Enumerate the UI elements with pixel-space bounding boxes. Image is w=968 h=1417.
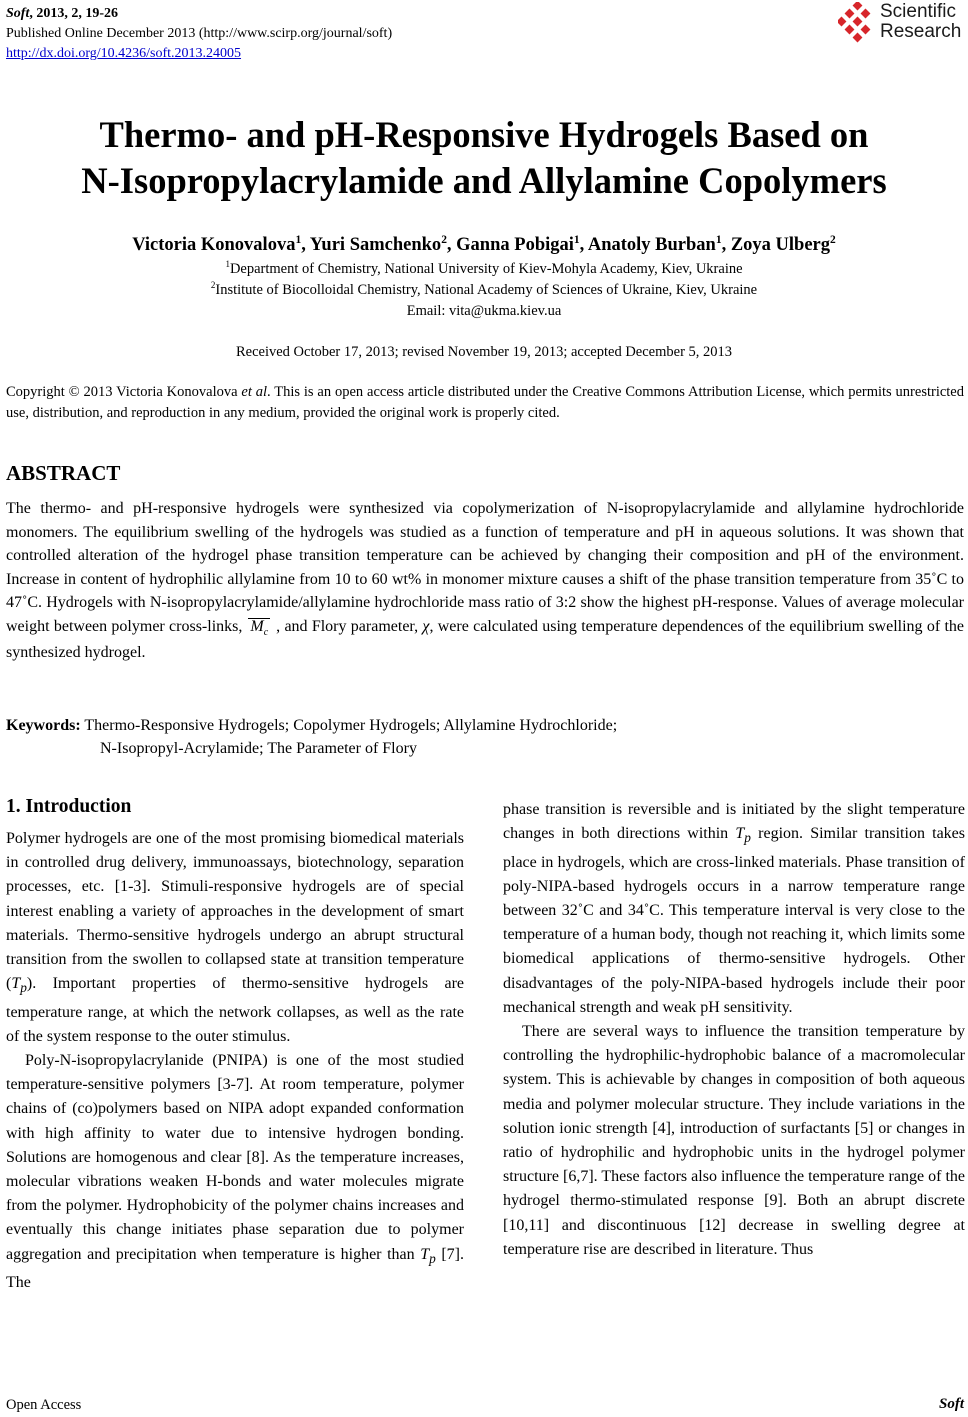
tp-symbol-main: T: [11, 975, 21, 993]
author-separator: ,: [721, 235, 731, 255]
title-line-2: N-Isopropylacrylamide and Allylamine Copolymers: [81, 160, 887, 201]
intro-paragraph-1: [6, 827, 464, 1049]
intro-p2-text-a: Poly-N-isopropylacrylanide (PNIPA) is one of the most studied temperature-sensitive polymers [3-7]. At room temperature, polymer chains of (co)polymers based on NIPA adopt expanded conformation with high affinity to water due to intensive hydrogen bonding. Solutions are homogenous and clear [8]. As the temperature increases, molecular vibrations weaken H-bonds and water molecules migrate from the polymer. Hydrophobicity of the polymer chains increases and eventually this change initiates phase separation due to polymer aggregation and precipitation when temperature is higher than: [6, 1052, 464, 1263]
author-affiliation-number: 2: [830, 233, 836, 246]
author: [132, 235, 310, 255]
tp-symbol: [420, 1245, 436, 1266]
author-name: Zoya Ulberg: [730, 235, 831, 255]
intro-p1-text-a: Polymer hydrogels are one of the most promising biomedical materials in controlled drug delivery, immunoassays, biotechnology, separation processes, etc. [1-3]. Stimuli-responsive hydrogels are of special interest enabling a variety of approaches in the development of smart materials. Thermo-sensitive hydrogels undergo an abrupt structural transition from the swollen to collapsed state at transition temperature (: [6, 830, 464, 993]
mc-symbol-sub: c: [263, 627, 269, 639]
tp-symbol: [735, 825, 751, 846]
intro-p1-text-b: ). Important properties of thermo-sensitive hydrogels are temperature range, at which the network collapses, as well as the rate of the system response to the outer stimulus.: [6, 975, 464, 1045]
doi-link[interactable]: http://dx.doi.org/10.4236/soft.2013.24005: [6, 46, 242, 61]
author-separator: ,: [301, 235, 310, 255]
footer-journal: Soft: [938, 1396, 964, 1412]
affiliation-2: [0, 280, 968, 300]
left-column: [6, 827, 464, 1295]
title-line-1: Thermo- and pH-Responsive Hydrogels Based on: [99, 114, 869, 155]
mc-symbol-main: M: [250, 617, 264, 635]
mc-symbol: [248, 618, 270, 641]
author: [731, 235, 836, 255]
affiliation-1: [0, 259, 968, 279]
tp-symbol: [11, 975, 27, 996]
copyright-etal: et al: [241, 384, 268, 400]
journal-name: Soft: [6, 6, 30, 21]
intro-p3-text-b: region. Similar transition takes place in hydrogels, which are cross-linked materials. Phase transition of poly-NIPA-based hydrogels occurs in a narrow temperature range between 32˚C and 34˚C. This temperature interval is very close to the temperature of a human body, though not reaching it, which limits some biomedical applications of thermo-sensitive hydrogels. Other disadvantages of the poly-NIPA-based hydrogels include their poor mechanical strength and weak pH sensitivity.: [503, 825, 966, 1016]
author-separator: ,: [446, 235, 457, 255]
logo-line-2: Research: [880, 21, 962, 42]
keywords-line-1: Thermo-Responsive Hydrogels; Copolymer Hydrogels; Allylamine Hydrochloride;: [80, 717, 618, 734]
author-affiliation-number: 1: [573, 233, 580, 246]
affiliation-1-text: Department of Chemistry, National University of Kiev-Mohyla Academy, Kiev, Ukraine: [229, 261, 743, 277]
abstract-text-before: The thermo- and pH-responsive hydrogels were synthesized via copolymerization of N-isopropylacrylamide and allylamine hydrochloride monomers. The equilibrium swelling of the hydrogels was studied as a function of temperature and pH in aqueous solutions. It was shown that controlled alteration of the hydrogel phase transition temperature can be achieved by changing their composition and pH of the environment. Increase in content of hydrophilic allylamine from 10 to 60 wt% in monomer mixture causes a shift of the phase transition temperature from 35˚C to 47˚C. Hydrogels with N-isopropylacrylamide/allylamine hydrochloride mass ratio of 3:2 show the highest pH-response. Values of average molecular weight between polymer cross-links,: [6, 500, 964, 635]
author-name: Victoria Konovalova: [132, 235, 296, 255]
published-line: Published Online December 2013 (http://www.scirp.org/journal/soft): [6, 26, 393, 41]
journal-volume: , 2013, 2, 19-26: [29, 6, 119, 21]
author: [588, 235, 731, 255]
tp-symbol-main: T: [735, 825, 745, 843]
chi-symbol: χ: [422, 617, 430, 635]
author-email: Email: vita@ukma.kiev.ua: [406, 303, 562, 319]
keywords-label: Keywords:: [6, 717, 81, 734]
intro-p2-text-b: [7]. The: [6, 1245, 465, 1292]
author-name: Ganna Pobigai: [456, 235, 574, 255]
footer-open-access: Open Access: [6, 1397, 82, 1413]
copyright-notice: [6, 382, 964, 424]
abstract-text-mid: , and Flory parameter,: [276, 617, 423, 635]
author-separator: ,: [579, 235, 588, 255]
tp-symbol-sub: p: [20, 980, 27, 996]
logo-text: [880, 2, 961, 42]
received-dates: Received October 17, 2013; revised November 19, 2013; accepted December 5, 2013: [235, 344, 733, 360]
abstract-heading: ABSTRACT: [6, 461, 121, 485]
author-affiliation-number: 2: [441, 233, 447, 246]
affiliation-2-number: 2: [210, 280, 216, 291]
copyright-before: Copyright © 2013 Victoria Konovalova: [6, 384, 242, 400]
author: [310, 235, 456, 255]
author: [456, 235, 588, 255]
keywords: [6, 714, 617, 760]
intro-paragraph-4: There are several ways to influence the transition temperature by controlling the hydrophilic-hydrophobic balance of a macromolecular system. This is achievable by changes in composition of both aqueous media and polymer molecular structure. They include variations in the solution ionic strength [4], introduction of surfactants [5] or changes in ratio of hydrophilic and hydrophobic units in the hydrogel polymer structure [6,7]. These factors also influence the temperature range of the hydrogel thermo-stimulated response [9]. Both an abrupt discrete [10,11] and discontinuous [12] decrease in swelling degree at temperature rise are described in literature. Thus: [503, 1023, 965, 1258]
tp-symbol-sub: p: [744, 830, 751, 846]
publisher-logo: [838, 0, 968, 46]
section-heading-introduction: 1. Introduction: [6, 796, 132, 817]
intro-paragraph-3: [503, 798, 965, 1020]
affiliation-1-number: 1: [225, 259, 230, 270]
copyright-after: . This is an open access article distributed under the Creative Commons Attribution License, which permits unrestricted use, distribution, and reproduction in any medium, provided the original work is properly cited.: [6, 384, 964, 421]
right-column: [503, 798, 965, 1262]
abstract-body: [6, 497, 964, 665]
intro-p3-text-a: phase transition is reversible and is initiated by the slight temperature changes in both directions within: [503, 801, 965, 843]
intro-paragraph-2: [6, 1049, 464, 1295]
author-affiliation-number: 1: [295, 233, 302, 246]
scientific-research-logo-icon: [838, 2, 878, 44]
paper-title: [0, 112, 968, 204]
abstract-text-after: , were calculated using temperature dependences of the equilibrium swelling of the synthesized hydrogel.: [6, 617, 965, 662]
tp-symbol-sub: p: [429, 1250, 436, 1266]
author-affiliation-number: 1: [715, 233, 722, 246]
author-list: [0, 233, 968, 257]
author-name: Yuri Samchenko: [309, 235, 442, 255]
author-name: Anatoly Burban: [587, 235, 716, 255]
journal-citation: [6, 4, 392, 24]
logo-line-1: Scientific: [880, 1, 957, 22]
affiliation-2-text: Institute of Biocolloidal Chemistry, National Academy of Sciences of Ukraine, Kiev, Ukraine: [215, 282, 758, 298]
keywords-line-2: N-Isopropyl-Acrylamide; The Parameter of Flory: [100, 740, 417, 757]
journal-header: [6, 4, 392, 64]
tp-symbol-main: T: [420, 1245, 430, 1263]
